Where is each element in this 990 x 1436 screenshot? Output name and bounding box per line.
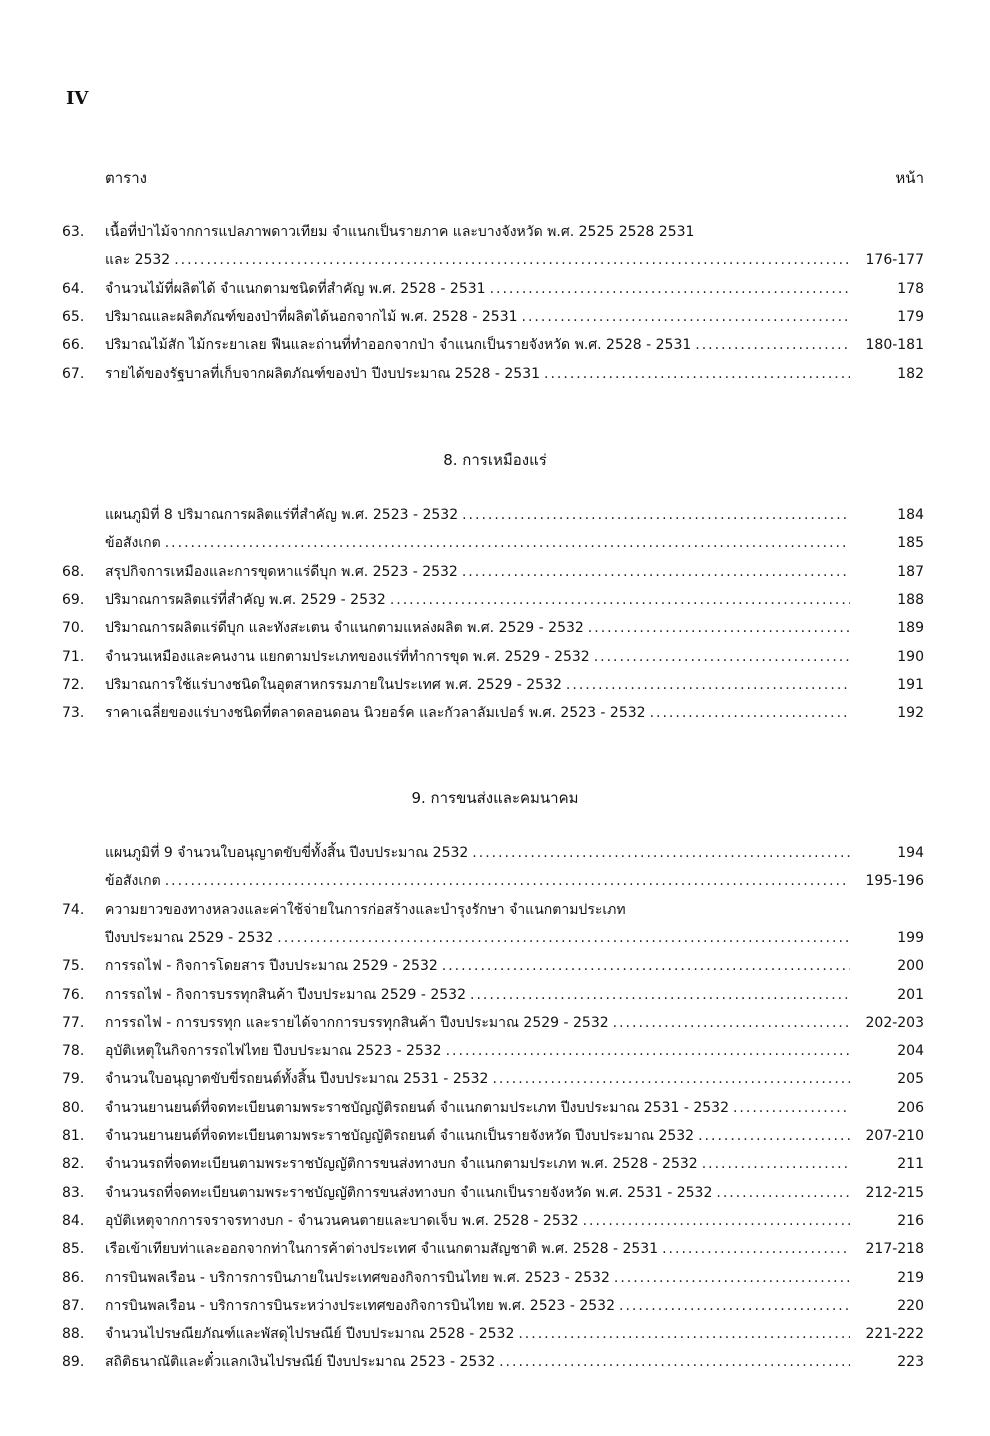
toc-entry [0, 303, 990, 331]
entry-line [105, 331, 924, 359]
entry-line [105, 924, 924, 952]
entry-line [105, 1094, 924, 1122]
entry-line [105, 867, 924, 895]
entry-line [105, 839, 924, 867]
entry-number: 80. [62, 1099, 85, 1116]
entry-page: 212-215 [865, 1184, 924, 1201]
entry-page: 220 [897, 1297, 924, 1314]
entry-number: 74. [62, 901, 85, 918]
entry-title: ราคาเฉลี่ยของแร่บางชนิดที่ตลาดลอนดอน นิวยอร์ค และกัวลาลัมเปอร์ พ.ศ. 2523 - 2532 [105, 705, 646, 722]
entry-line [105, 1150, 924, 1178]
entry-line [105, 896, 924, 924]
entry-number: 70. [62, 620, 85, 637]
entry-page: 211 [897, 1156, 924, 1173]
entry-page: 185 [897, 535, 924, 552]
entry-number: 72. [62, 676, 85, 693]
column-header-table: ตาราง [105, 169, 147, 187]
entry-line [105, 1264, 924, 1292]
entry-page: 195-196 [865, 873, 924, 890]
entry-title: อุบัติเหตุในกิจการรถไฟไทย ปีงบประมาณ 2523 - 2532 [105, 1043, 442, 1060]
toc-entry [0, 643, 990, 671]
toc-entry [0, 614, 990, 642]
entry-title: เรือเข้าเทียบท่าและออกจากท่าในการค้าต่างประเทศ จำแนกตามสัญชาติ พ.ศ. 2528 - 2531 [105, 1241, 659, 1258]
entry-number: 89. [62, 1354, 85, 1371]
entry-page: 223 [897, 1354, 924, 1371]
dot-leader [698, 1122, 850, 1150]
entry-title: ข้อสังเกต [105, 535, 161, 552]
entry-page: 207-210 [865, 1128, 924, 1144]
entry-line [105, 1179, 924, 1207]
toc-entry [0, 1235, 990, 1263]
entry-line [105, 360, 924, 388]
entry-page: 176-177 [865, 252, 924, 269]
entry-number: 85. [62, 1241, 85, 1258]
entry-title: สรุปกิจการเหมืองและการขุดหาแร่ดีบุก พ.ศ. 2523 - 2532 [105, 563, 458, 580]
entry-number: 88. [62, 1326, 85, 1343]
toc-entry [0, 1122, 990, 1150]
dot-leader [446, 1037, 850, 1065]
entry-line [105, 275, 924, 303]
entry-line [105, 529, 924, 557]
entry-page: 200 [897, 958, 924, 975]
toc-entry [0, 896, 990, 924]
toc-entry [0, 246, 990, 274]
entry-number: 64. [62, 280, 85, 297]
dot-leader [462, 558, 850, 586]
entry-title: จำนวนยานยนต์ที่จดทะเบียนตามพระราชบัญญัติรถยนต์ จำแนกตามประเภท ปีงบประมาณ 2531 - 2532 [105, 1099, 729, 1116]
entry-number: 71. [62, 648, 85, 665]
entry-line [105, 1320, 924, 1348]
dot-leader [613, 1009, 850, 1037]
dot-leader [695, 331, 850, 359]
entry-title: แผนภูมิที่ 8 ปริมาณการผลิตแร่ที่สำคัญ พ.ศ. 2523 - 2532 [105, 507, 459, 523]
entry-page: 191 [897, 676, 924, 693]
entry-title: ปริมาณไม้สัก ไม้กระยาเลย ฟืนและถ่านที่ทำออกจากป่า จำแนกเป็นรายจังหวัด พ.ศ. 2528 - 2531 [105, 337, 692, 354]
entry-line [105, 952, 924, 980]
entry-title: จำนวนยานยนต์ที่จดทะเบียนตามพระราชบัญญัติรถยนต์ จำแนกเป็นรายจังหวัด ปีงบประมาณ 2532 [105, 1128, 695, 1144]
entry-line [105, 1065, 924, 1093]
entry-number: 79. [62, 1071, 85, 1088]
entry-number: 81. [62, 1128, 85, 1144]
entry-number: 77. [62, 1014, 85, 1031]
entry-number: 75. [62, 958, 85, 975]
section-title-transport: 9. การขนส่งและคมนาคม [411, 789, 579, 807]
dot-leader [662, 1235, 850, 1263]
toc-entry [0, 1065, 990, 1093]
dot-leader [733, 1094, 850, 1122]
column-header-page: หน้า [895, 169, 924, 187]
entry-title: จำนวนใบอนุญาตขับขี่รถยนต์ทั้งสิ้น ปีงบประมาณ 2531 - 2532 [105, 1071, 489, 1088]
entry-page: 202-203 [865, 1014, 924, 1031]
entry-line [105, 699, 924, 727]
entry-page: 190 [897, 648, 924, 665]
toc-entry [0, 218, 990, 246]
dot-leader [518, 1320, 850, 1348]
dot-leader [594, 643, 850, 671]
dot-leader [619, 1292, 850, 1320]
dot-leader [499, 1348, 850, 1376]
entry-number: 76. [62, 986, 85, 1003]
entry-number: 86. [62, 1269, 85, 1286]
entry-line [105, 218, 924, 246]
page-number: IV [66, 88, 89, 109]
entry-title: ข้อสังเกต [105, 873, 161, 890]
entry-line [105, 586, 924, 614]
entry-number: 73. [62, 705, 85, 722]
entry-page: 204 [897, 1043, 924, 1060]
entry-title: ปริมาณการใช้แร่บางชนิดในอุตสาหกรรมภายในประเทศ พ.ศ. 2529 - 2532 [105, 676, 562, 693]
entry-number: 67. [62, 365, 85, 382]
entry-number: 63. [62, 224, 85, 240]
dot-leader [583, 1207, 850, 1235]
dot-leader [716, 1179, 850, 1207]
dot-leader [165, 529, 850, 557]
dot-leader [566, 671, 850, 699]
entry-page: 217-218 [865, 1241, 924, 1258]
entry-number: 82. [62, 1156, 85, 1173]
entry-title: จำนวนรถที่จดทะเบียนตามพระราชบัญญัติการขนส่งทางบก จำแนกตามประเภท พ.ศ. 2528 - 2532 [105, 1156, 698, 1173]
dot-leader [702, 1150, 850, 1178]
dot-leader [650, 699, 850, 727]
dot-leader [174, 246, 850, 274]
dot-leader [492, 1065, 850, 1093]
toc-entry [0, 1348, 990, 1376]
entry-page: 184 [897, 507, 924, 523]
section-title-mining: 8. การเหมืองแร่ [443, 451, 547, 469]
toc-entry [0, 1292, 990, 1320]
entry-number: 69. [62, 591, 85, 608]
entry-page: 179 [897, 308, 924, 325]
entry-line [105, 1122, 924, 1150]
toc-entry [0, 1179, 990, 1207]
entry-line [105, 1037, 924, 1065]
entry-title: รายได้ของรัฐบาลที่เก็บจากผลิตภัณฑ์ของป่า ปีงบประมาณ 2528 - 2531 [105, 365, 541, 382]
entry-number: 65. [62, 308, 85, 325]
toc-entry [0, 558, 990, 586]
dot-leader [472, 839, 850, 867]
entry-title: การรถไฟ - การบรรทุก และรายได้จากการบรรทุกสินค้า ปีงบประมาณ 2529 - 2532 [105, 1014, 609, 1031]
entry-title: จำนวนเหมืองและคนงาน แยกตามประเภทของแร่ที่ทำการขุด พ.ศ. 2529 - 2532 [105, 648, 590, 665]
toc-entry [0, 1320, 990, 1348]
toc-entry [0, 839, 990, 867]
entry-page: 188 [897, 591, 924, 608]
entry-title: เนื้อที่ป่าไม้จากการแปลภาพดาวเทียม จำแนกเป็นรายภาค และบางจังหวัด พ.ศ. 2525 2528 2531 [105, 224, 695, 240]
dot-leader [277, 924, 850, 952]
entry-title: ปริมาณการผลิตแร่ที่สำคัญ พ.ศ. 2529 - 2532 [105, 591, 386, 608]
entry-number: 87. [62, 1297, 85, 1314]
entry-line [105, 1235, 924, 1263]
dot-leader [390, 586, 850, 614]
dot-leader [544, 360, 850, 388]
entry-line [105, 558, 924, 586]
entry-line [105, 671, 924, 699]
toc-entry [0, 1150, 990, 1178]
entry-page: 201 [897, 986, 924, 1003]
entry-title: การรถไฟ - กิจการบรรทุกสินค้า ปีงบประมาณ 2529 - 2532 [105, 986, 466, 1003]
entry-page: 194 [897, 845, 924, 861]
entry-title: การรถไฟ - กิจการโดยสาร ปีงบประมาณ 2529 - 2532 [105, 958, 438, 975]
entry-title: จำนวนไปรษณียภัณฑ์และพัสดุไปรษณีย์ ปีงบประมาณ 2528 - 2532 [105, 1326, 515, 1343]
entry-page: 221-222 [865, 1326, 924, 1343]
entry-line [105, 614, 924, 642]
entry-title: ปีงบประมาณ 2529 - 2532 [105, 929, 274, 946]
entry-page: 180-181 [865, 337, 924, 354]
entry-title: จำนวนไม้ที่ผลิตได้ จำแนกตามชนิดที่สำคัญ พ.ศ. 2528 - 2531 [105, 280, 486, 297]
dot-leader [522, 303, 850, 331]
toc-entry [0, 981, 990, 1009]
entry-line [105, 246, 924, 274]
dot-leader [614, 1264, 850, 1292]
toc-entry [0, 331, 990, 359]
entry-title: จำนวนรถที่จดทะเบียนตามพระราชบัญญัติการขนส่งทางบก จำแนกเป็นรายจังหวัด พ.ศ. 2531 - 2532 [105, 1184, 713, 1201]
dot-leader [490, 275, 850, 303]
toc-entry [0, 1094, 990, 1122]
entry-title: และ 2532 [105, 252, 171, 269]
dot-leader [588, 614, 850, 642]
entry-page: 219 [897, 1269, 924, 1286]
entry-line [105, 1292, 924, 1320]
entry-page: 178 [897, 280, 924, 297]
dot-leader [462, 501, 850, 529]
entry-line [105, 1009, 924, 1037]
entry-title: แผนภูมิที่ 9 จำนวนใบอนุญาตขับขี่ทั้งสิ้น ปีงบประมาณ 2532 [105, 845, 469, 861]
entry-page: 182 [897, 365, 924, 382]
entry-number: 84. [62, 1212, 85, 1229]
entry-title: การบินพลเรือน - บริการการบินภายในประเทศของกิจการบินไทย พ.ศ. 2523 - 2532 [105, 1269, 610, 1286]
entry-line [105, 981, 924, 1009]
entry-title: สถิติธนาณัติและตั๋วแลกเงินไปรษณีย์ ปีงบประมาณ 2523 - 2532 [105, 1354, 496, 1371]
dot-leader [442, 952, 850, 980]
toc-entry [0, 275, 990, 303]
entry-title: ปริมาณและผลิตภัณฑ์ของป่าที่ผลิตได้นอกจากไม้ พ.ศ. 2528 - 2531 [105, 308, 518, 325]
entry-title: อุบัติเหตุจากการจราจรทางบก - จำนวนคนตายและบาดเจ็บ พ.ศ. 2528 - 2532 [105, 1212, 579, 1229]
toc-entry [0, 1207, 990, 1235]
entry-page: 199 [897, 929, 924, 946]
toc-entry [0, 586, 990, 614]
entry-number: 83. [62, 1184, 85, 1201]
entry-number: 68. [62, 563, 85, 580]
toc-entry [0, 529, 990, 557]
entry-page: 187 [897, 563, 924, 580]
dot-leader [470, 981, 850, 1009]
toc-entry [0, 1009, 990, 1037]
entry-line [105, 303, 924, 331]
entry-number: 78. [62, 1043, 85, 1060]
dot-leader [165, 867, 850, 895]
entry-line [105, 1348, 924, 1376]
toc-entry [0, 671, 990, 699]
toc-entry [0, 699, 990, 727]
entry-page: 216 [897, 1212, 924, 1229]
toc-entry [0, 952, 990, 980]
toc-entry [0, 1264, 990, 1292]
entry-page: 189 [897, 620, 924, 637]
entry-title: ความยาวของทางหลวงและค่าใช้จ่ายในการก่อสร้างและบำรุงรักษา จำแนกตามประเภท [105, 901, 626, 918]
toc-entry [0, 867, 990, 895]
entry-page: 192 [897, 705, 924, 722]
toc-entry [0, 501, 990, 529]
entry-line [105, 643, 924, 671]
toc-entry [0, 360, 990, 388]
entry-page: 205 [897, 1071, 924, 1088]
entry-line [105, 1207, 924, 1235]
entry-page: 206 [897, 1099, 924, 1116]
entry-title: การบินพลเรือน - บริการการบินระหว่างประเทศของกิจการบินไทย พ.ศ. 2523 - 2532 [105, 1297, 615, 1314]
toc-entry [0, 1037, 990, 1065]
entry-number: 66. [62, 337, 85, 354]
entry-title: ปริมาณการผลิตแร่ดีบุก และทังสะเตน จำแนกตามแหล่งผลิต พ.ศ. 2529 - 2532 [105, 620, 584, 637]
toc-entry [0, 924, 990, 952]
entry-line [105, 501, 924, 529]
